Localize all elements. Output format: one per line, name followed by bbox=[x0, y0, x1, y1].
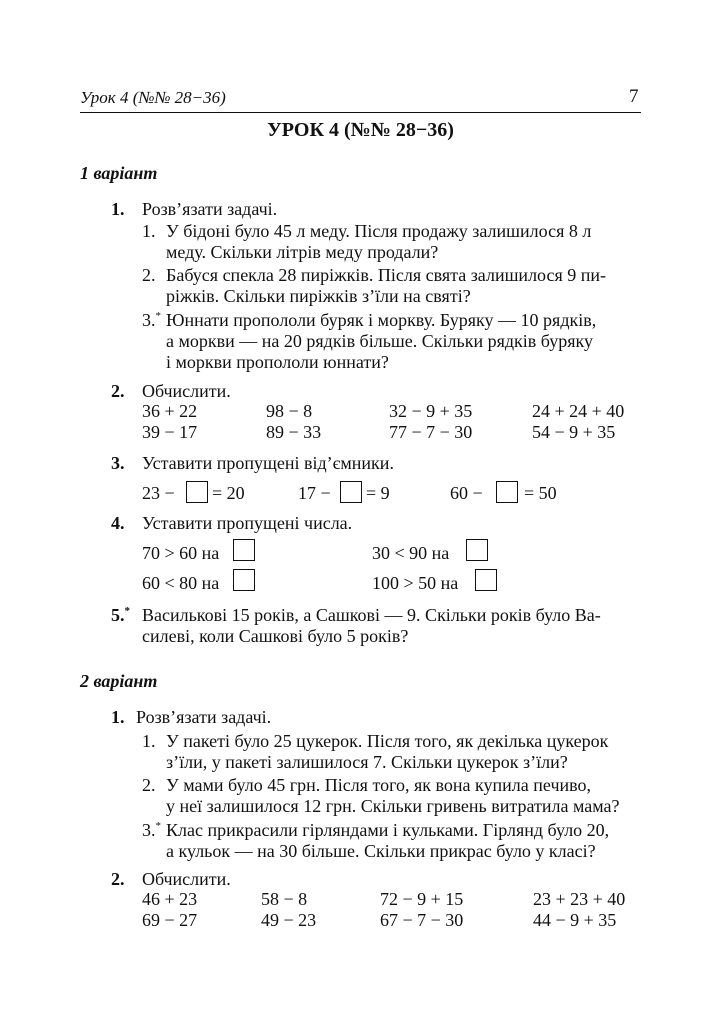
subtask-line: У пакеті було 25 цукерок. Після того, як декілька цукерок bbox=[166, 731, 609, 751]
expression: 98 − 8 bbox=[266, 401, 313, 421]
subtask-number: 2. bbox=[142, 775, 156, 795]
blank-box[interactable] bbox=[340, 481, 362, 503]
task-number: 1. bbox=[111, 199, 125, 219]
expression: 32 − 9 + 35 bbox=[389, 401, 473, 421]
subtask-line: у неї залишилося 12 грн. Скільки гривень витратила мама? bbox=[166, 796, 620, 816]
task-line: силеві, коли Сашкові було 5 років? bbox=[142, 626, 409, 646]
equation-left: 23 − bbox=[142, 483, 175, 503]
subtask-line: а моркви — на 20 рядків більше. Скільки рядків буряку bbox=[166, 331, 594, 351]
lesson-title: УРОК 4 (№№ 28−36) bbox=[267, 119, 454, 141]
comparison: 30 < 90 на bbox=[372, 543, 450, 563]
expression: 49 − 23 bbox=[261, 910, 317, 930]
comparison: 100 > 50 на bbox=[372, 573, 459, 593]
variant-1-heading: 1 варіант bbox=[80, 163, 158, 183]
subtask-number: 3.* bbox=[142, 310, 161, 330]
task-title: Обчислити. bbox=[142, 381, 231, 401]
task-number: 5.* bbox=[111, 605, 130, 625]
expression: 72 − 9 + 15 bbox=[380, 889, 464, 909]
blank-box[interactable] bbox=[186, 481, 208, 503]
expression: 69 − 27 bbox=[142, 910, 198, 930]
task-title: Уставити пропущені числа. bbox=[142, 513, 353, 533]
task-number: 2. bbox=[111, 869, 125, 889]
subtask-line: а кульок — на 30 більше. Скільки прикрас було у класі? bbox=[166, 841, 596, 861]
equation-right: = 50 bbox=[524, 483, 557, 503]
task-title: Обчислити. bbox=[142, 869, 231, 889]
subtask-line: і моркви пропололи юннати? bbox=[166, 352, 389, 372]
expression: 23 + 23 + 40 bbox=[533, 889, 626, 909]
subtask-line: з’їли, у пакеті залишилося 7. Скільки цукерок з’їли? bbox=[166, 752, 568, 772]
page-number: 7 bbox=[629, 86, 639, 107]
subtask-line: ріжків. Скільки пиріжків з’їли на святі? bbox=[166, 286, 471, 306]
expression: 89 − 33 bbox=[266, 422, 322, 442]
task-title: Розв’язати задачі. bbox=[136, 707, 272, 727]
subtask-number: 3.* bbox=[142, 820, 161, 840]
task-line: Васильковi 15 років, а Сашкові — 9. Скільки років було Ва- bbox=[142, 605, 601, 625]
task-title: Уставити пропущені від’ємники. bbox=[142, 453, 394, 473]
variant-2-heading: 2 варіант bbox=[80, 671, 158, 691]
blank-box[interactable] bbox=[233, 539, 255, 561]
equation-right: = 20 bbox=[212, 483, 245, 503]
expression: 54 − 9 + 35 bbox=[532, 422, 616, 442]
comparison: 70 > 60 на bbox=[142, 543, 220, 563]
blank-box[interactable] bbox=[475, 569, 497, 591]
task-title: Розв’язати задачі. bbox=[142, 199, 278, 219]
comparison: 60 < 80 на bbox=[142, 573, 220, 593]
expression: 67 − 7 − 30 bbox=[380, 910, 464, 930]
task-number: 3. bbox=[111, 453, 125, 473]
expression: 36 + 22 bbox=[142, 401, 198, 421]
expression: 58 − 8 bbox=[261, 889, 308, 909]
subtask-number: 1. bbox=[142, 221, 156, 241]
expression: 77 − 7 − 30 bbox=[389, 422, 473, 442]
subtask-line: У мами було 45 грн. Після того, як вона купила печиво, bbox=[166, 775, 592, 795]
expression: 24 + 24 + 40 bbox=[532, 401, 625, 421]
blank-box[interactable] bbox=[496, 481, 518, 503]
task-number: 4. bbox=[111, 513, 125, 533]
header-rule bbox=[80, 112, 641, 113]
subtask-line: Юннати пропололи буряк і моркву. Буряку — 10 рядків, bbox=[166, 310, 597, 330]
expression: 46 + 23 bbox=[142, 889, 198, 909]
blank-box[interactable] bbox=[233, 569, 255, 591]
running-header: Урок 4 (№№ 28−36) bbox=[80, 88, 226, 107]
equation-left: 60 − bbox=[450, 483, 483, 503]
subtask-line: У бідоні було 45 л меду. Після продажу залишилося 8 л bbox=[166, 221, 592, 241]
subtask-line: меду. Скільки літрів меду продали? bbox=[166, 242, 439, 262]
star-mark: * bbox=[155, 820, 161, 832]
subtask-line: Бабуся спекла 28 пиріжків. Після свята залишилося 9 пи- bbox=[166, 265, 607, 285]
task-number: 2. bbox=[111, 381, 125, 401]
star-mark: * bbox=[155, 310, 161, 322]
star-mark: * bbox=[124, 605, 130, 617]
expression: 44 − 9 + 35 bbox=[533, 910, 617, 930]
expression: 39 − 17 bbox=[142, 422, 198, 442]
subtask-line: Клас прикрасили гірляндами і кульками. Гірлянд було 20, bbox=[166, 820, 610, 840]
task-number: 1. bbox=[111, 707, 125, 727]
equation-right: = 9 bbox=[366, 483, 390, 503]
blank-box[interactable] bbox=[466, 539, 488, 561]
subtask-number: 2. bbox=[142, 265, 156, 285]
subtask-number: 1. bbox=[142, 731, 156, 751]
equation-left: 17 − bbox=[298, 483, 331, 503]
